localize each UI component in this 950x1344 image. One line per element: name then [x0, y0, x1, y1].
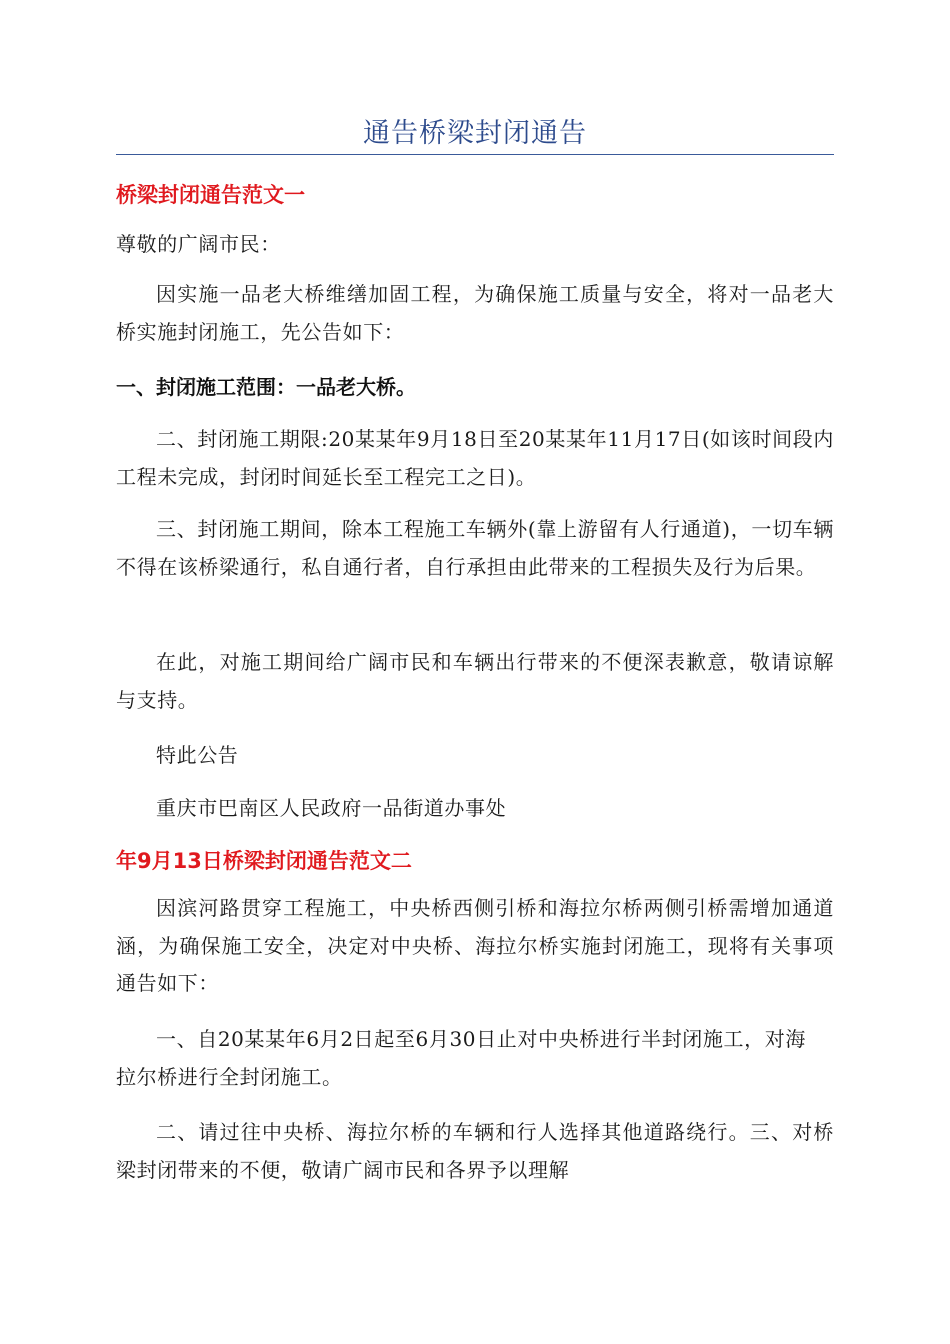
section1-heading: 桥梁封闭通告范文一 [116, 183, 305, 207]
section1-item1: 一、封闭施工范围：一品老大桥。 [116, 375, 416, 399]
title-divider [116, 154, 834, 155]
document-title: 通告桥梁封闭通告 [363, 118, 587, 149]
section1-closing: 特此公告 [156, 743, 239, 767]
section1-intro: 因实施一品老大桥维缮加固工程，为确保施工质量与安全，将对一品老大桥实施封闭施工，先公告如下： [116, 282, 834, 344]
section1-salutation: 尊敬的广阔市民： [116, 232, 281, 256]
section2-item1: 一、自20某某年6月2日起至6月30日止对中央桥进行半封闭施工，对海拉尔桥进行全封闭施工。 [116, 1027, 806, 1089]
section1-apology: 在此，对施工期间给广阔市民和车辆出行带来的不便深表歉意，敬请谅解与支持。 [116, 650, 834, 712]
section2-intro: 因滨河路贯穿工程施工，中央桥西侧引桥和海拉尔桥两侧引桥需增加通道涵，为确保施工安全，决定对中央桥、海拉尔桥实施封闭施工，现将有关事项通告如下： [116, 896, 834, 995]
section1-item3: 三、封闭施工期间，除本工程施工车辆外(靠上游留有人行通道)，一切车辆不得在该桥梁通行，私自通行者，自行承担由此带来的工程损失及行为后果。 [116, 517, 834, 579]
section2-item2: 二、请过往中央桥、海拉尔桥的车辆和行人选择其他道路绕行。三、对桥梁封闭带来的不便，敬请广阔市民和各界予以理解 [116, 1120, 834, 1182]
section1-signature: 重庆市巴南区人民政府一品街道办事处 [156, 796, 507, 820]
section1-item2: 二、封闭施工期限:20某某年9月18日至20某某年11月17日(如该时间段内工程未完成，封闭时间延长至工程完工之日)。 [116, 427, 834, 489]
section2-heading: 年9月13日桥梁封闭通告范文二 [116, 849, 412, 873]
